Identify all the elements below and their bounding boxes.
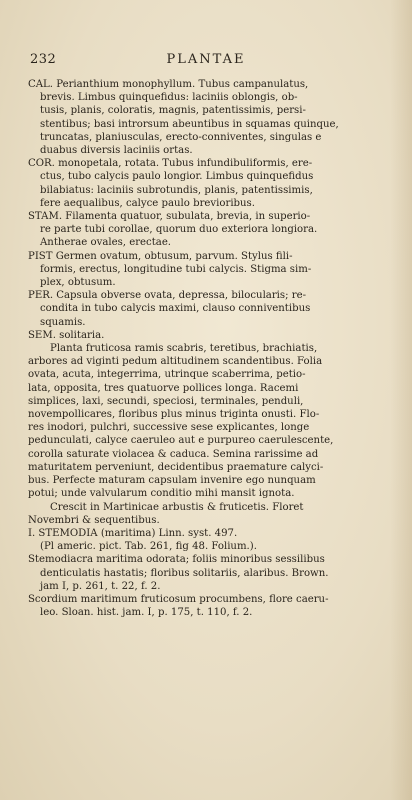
- text-line: ctus, tubo calycis paulo longior. Limbus quinquefidus: [40, 171, 314, 183]
- text-line: truncatas, planiusculas, erecto-conniventes, singulas e: [40, 131, 322, 143]
- text-line: maturitatem perveniunt, decidentibus praemature calyci-: [28, 461, 324, 473]
- text-line: bus. Perfecte maturam capsulam invenire ego nunquam: [28, 475, 316, 487]
- text-line: brevis. Limbus quinquefidus: laciniis oblongis, ob-: [40, 92, 298, 104]
- text-line: condita in tubo calycis maximi, clauso conniventibus: [40, 303, 311, 315]
- text-line: (Pl americ. pict. Tab. 261, fig 48. Folium.).: [40, 541, 257, 553]
- running-head: PLANTAE: [166, 52, 246, 67]
- text-line: formis, erectus, longitudine tubi calycis. Stigma sim-: [40, 263, 312, 275]
- text-line: Planta fruticosa ramis scabris, teretibus, brachiatis,: [50, 343, 318, 355]
- text-line: ovata, acuta, integerrima, utrinque scaberrima, petio-: [28, 369, 306, 381]
- text-line: arbores ad viginti pedum altitudinem scandentibus. Folia: [28, 356, 323, 368]
- text-line: plex, obtusum.: [40, 277, 116, 289]
- text-line: pedunculati, calyce caeruleo aut e purpureo caerulescente,: [28, 435, 334, 447]
- text-line: novempollicares, floribus plus minus triginta onusti. Flo-: [28, 409, 320, 421]
- text-line: COR. monopetala, rotata. Tubus infundibuliformis, ere-: [28, 158, 313, 170]
- text-line: corolla saturate violacea & caduca. Semina rarissime ad: [28, 448, 319, 460]
- text-line: lata, opposita, tres quatuorve pollices longa. Racemi: [28, 382, 299, 394]
- text-line: potui; unde valvularum conditio mihi mansit ignota.: [28, 488, 295, 500]
- text-line: Stemodiacra maritima odorata; foliis minoribus sessilibus: [28, 554, 325, 566]
- text-line: STAM. Filamenta quatuor, subulata, brevia, in superio-: [28, 211, 311, 223]
- text-line: tusis, planis, coloratis, magnis, patentissimis, persi-: [40, 105, 306, 117]
- text-line: Scordium maritimum fruticosum procumbens, flore caeru-: [28, 593, 329, 605]
- page-number: 232: [30, 52, 57, 67]
- text-line: Crescit in Martinicae arbustis & fruticetis. Floret: [50, 501, 304, 513]
- text-line: CAL. Perianthium monophyllum. Tubus campanulatus,: [28, 79, 309, 90]
- text-line: squamis.: [40, 316, 86, 328]
- text-line: PIST Germen ovatum, obtusum, parvum. Stylus fili-: [28, 250, 293, 262]
- text-line: res inodori, pulchri, successive sese explicantes, longe: [28, 422, 310, 434]
- text-line: fere aequalibus, calyce paulo brevioribus.: [40, 197, 255, 209]
- text-line: Antherae ovales, erectae.: [40, 237, 172, 249]
- text-line: leo. Sloan. hist. jam. I, p. 175, t. 110, f. 2.: [40, 607, 253, 619]
- text-line: Novembri & sequentibus.: [28, 514, 160, 526]
- page-body: [28, 78, 390, 619]
- text-line: I. STEMODIA (maritima) Linn. syst. 497.: [28, 527, 238, 539]
- text-line: SEM. solitaria.: [28, 329, 105, 341]
- text-line: duabus diversis laciniis ortas.: [40, 145, 193, 157]
- text-line: PER. Capsula obverse ovata, depressa, bilocularis; re-: [28, 290, 306, 302]
- text-line: bilabiatus: laciniis subrotundis, planis, patentissimis,: [40, 184, 313, 196]
- text-line: stentibus; basi introrsum abeuntibus in squamas quinque,: [40, 118, 339, 130]
- text-line: denticulatis hastatis; floribus solitariis, alaribus. Brown.: [40, 567, 329, 579]
- text-line: simplices, laxi, secundi, speciosi, terminales, penduli,: [28, 395, 304, 407]
- text-line: re parte tubi corollae, quorum duo exteriora longiora.: [40, 224, 318, 236]
- text-line: jam I, p. 261, t. 22, f. 2.: [40, 580, 161, 592]
- page-header: [30, 52, 382, 72]
- page-edge-shading: [390, 0, 412, 800]
